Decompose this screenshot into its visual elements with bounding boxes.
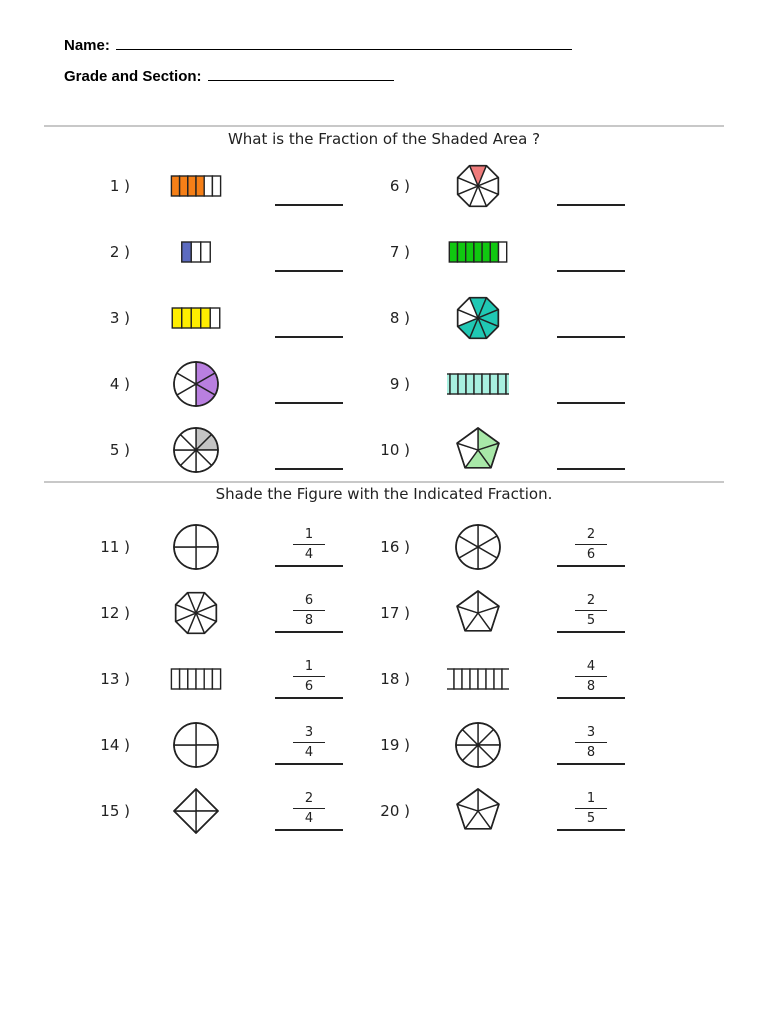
- answer-blank[interactable]: [275, 204, 343, 206]
- circle-fraction-figure[interactable]: [165, 721, 227, 774]
- circle-fraction-figure[interactable]: [165, 523, 227, 576]
- item-number: 10 ): [380, 441, 410, 459]
- fraction-underline: [275, 697, 343, 699]
- target-fraction: [275, 527, 343, 562]
- fraction-denominator: 4: [304, 811, 314, 826]
- section1-title: What is the Fraction of the Shaded Area ?: [227, 130, 541, 148]
- answer-blank[interactable]: [557, 204, 625, 206]
- item-number: 17 ): [380, 604, 410, 622]
- answer-blank[interactable]: [557, 270, 625, 272]
- item-number: 14 ): [100, 736, 130, 754]
- circle-fraction-figure[interactable]: [447, 523, 509, 576]
- octagon-fraction-figure: [447, 294, 509, 347]
- grade-section-label: Grade and Section:: [64, 68, 202, 85]
- fraction-underline: [275, 829, 343, 831]
- target-fraction: [275, 725, 343, 760]
- bar-fraction-figure: [447, 360, 509, 413]
- fraction-underline: [557, 829, 625, 831]
- item-number: 20 ): [380, 802, 410, 820]
- item-number: 1 ): [109, 177, 130, 195]
- item-number: 19 ): [380, 736, 410, 754]
- answer-blank[interactable]: [557, 402, 625, 404]
- fraction-underline: [275, 631, 343, 633]
- target-fraction: [557, 659, 625, 694]
- fraction-denominator: 5: [586, 811, 596, 826]
- item-number: 8 ): [389, 309, 410, 327]
- fraction-underline: [275, 565, 343, 567]
- octagon-fraction-figure: [447, 162, 509, 215]
- section2-divider: [44, 481, 724, 483]
- fraction-denominator: 8: [586, 745, 596, 760]
- fraction-numerator: 6: [304, 593, 314, 608]
- bar-fraction-figure: [165, 162, 227, 215]
- bar-fraction-figure: [447, 228, 509, 281]
- fraction-bar: [575, 808, 607, 809]
- answer-blank[interactable]: [275, 402, 343, 404]
- fraction-bar: [293, 808, 325, 809]
- item-number: 4 ): [109, 375, 130, 393]
- fraction-numerator: 3: [586, 725, 596, 740]
- fraction-denominator: 6: [304, 679, 314, 694]
- target-fraction: [557, 791, 625, 826]
- fraction-bar: [575, 676, 607, 677]
- fraction-denominator: 6: [586, 547, 596, 562]
- circle-fraction-figure: [165, 360, 227, 413]
- fraction-numerator: 2: [586, 527, 596, 542]
- fraction-denominator: 8: [586, 679, 596, 694]
- grade-section-field[interactable]: [64, 66, 394, 85]
- fraction-bar: [293, 544, 325, 545]
- target-fraction: [557, 527, 625, 562]
- pentagon-fraction-figure[interactable]: [447, 787, 509, 840]
- name-answer-line[interactable]: [116, 35, 572, 50]
- fraction-bar: [293, 742, 325, 743]
- pentagon-fraction-figure: [447, 426, 509, 479]
- fraction-underline: [557, 565, 625, 567]
- item-number: 18 ): [380, 670, 410, 688]
- fraction-numerator: 1: [586, 791, 596, 806]
- bar-fraction-figure: [165, 228, 227, 281]
- item-number: 16 ): [380, 538, 410, 556]
- fraction-bar: [293, 610, 325, 611]
- item-number: 5 ): [109, 441, 130, 459]
- fraction-underline: [557, 631, 625, 633]
- fraction-denominator: 8: [304, 613, 314, 628]
- pentagon-fraction-figure[interactable]: [447, 589, 509, 642]
- answer-blank[interactable]: [275, 270, 343, 272]
- target-fraction: [275, 593, 343, 628]
- fraction-underline: [275, 763, 343, 765]
- fraction-numerator: 2: [586, 593, 596, 608]
- target-fraction: [557, 593, 625, 628]
- fraction-numerator: 4: [586, 659, 596, 674]
- item-number: 7 ): [389, 243, 410, 261]
- fraction-bar: [575, 544, 607, 545]
- item-number: 13 ): [100, 670, 130, 688]
- fraction-underline: [557, 763, 625, 765]
- fraction-bar: [575, 610, 607, 611]
- item-number: 2 ): [109, 243, 130, 261]
- name-label: Name:: [64, 37, 110, 54]
- fraction-denominator: 4: [304, 547, 314, 562]
- octagon-fraction-figure[interactable]: [165, 589, 227, 642]
- target-fraction: [275, 791, 343, 826]
- fraction-bar: [293, 676, 325, 677]
- fraction-denominator: 5: [586, 613, 596, 628]
- answer-blank[interactable]: [557, 336, 625, 338]
- answer-blank[interactable]: [557, 468, 625, 470]
- item-number: 15 ): [100, 802, 130, 820]
- fraction-denominator: 4: [304, 745, 314, 760]
- bar-fraction-figure[interactable]: [447, 655, 509, 708]
- fraction-underline: [557, 697, 625, 699]
- item-number: 12 ): [100, 604, 130, 622]
- grade-section-answer-line[interactable]: [208, 66, 394, 81]
- section2-title: Shade the Figure with the Indicated Fraction.: [215, 485, 553, 503]
- section1-divider: [44, 125, 724, 127]
- fraction-numerator: 2: [304, 791, 314, 806]
- fraction-bar: [575, 742, 607, 743]
- circle-fraction-figure: [165, 426, 227, 479]
- fraction-numerator: 3: [304, 725, 314, 740]
- name-field[interactable]: [64, 35, 572, 54]
- circle-fraction-figure[interactable]: [447, 721, 509, 774]
- bar-fraction-figure[interactable]: [165, 655, 227, 708]
- item-number: 6 ): [389, 177, 410, 195]
- diamond-fraction-figure[interactable]: [165, 787, 227, 840]
- answer-blank[interactable]: [275, 468, 343, 470]
- item-number: 3 ): [109, 309, 130, 327]
- target-fraction: [557, 725, 625, 760]
- bar-fraction-figure: [165, 294, 227, 347]
- answer-blank[interactable]: [275, 336, 343, 338]
- fraction-numerator: 1: [304, 527, 314, 542]
- item-number: 11 ): [100, 538, 130, 556]
- item-number: 9 ): [389, 375, 410, 393]
- target-fraction: [275, 659, 343, 694]
- fraction-numerator: 1: [304, 659, 314, 674]
